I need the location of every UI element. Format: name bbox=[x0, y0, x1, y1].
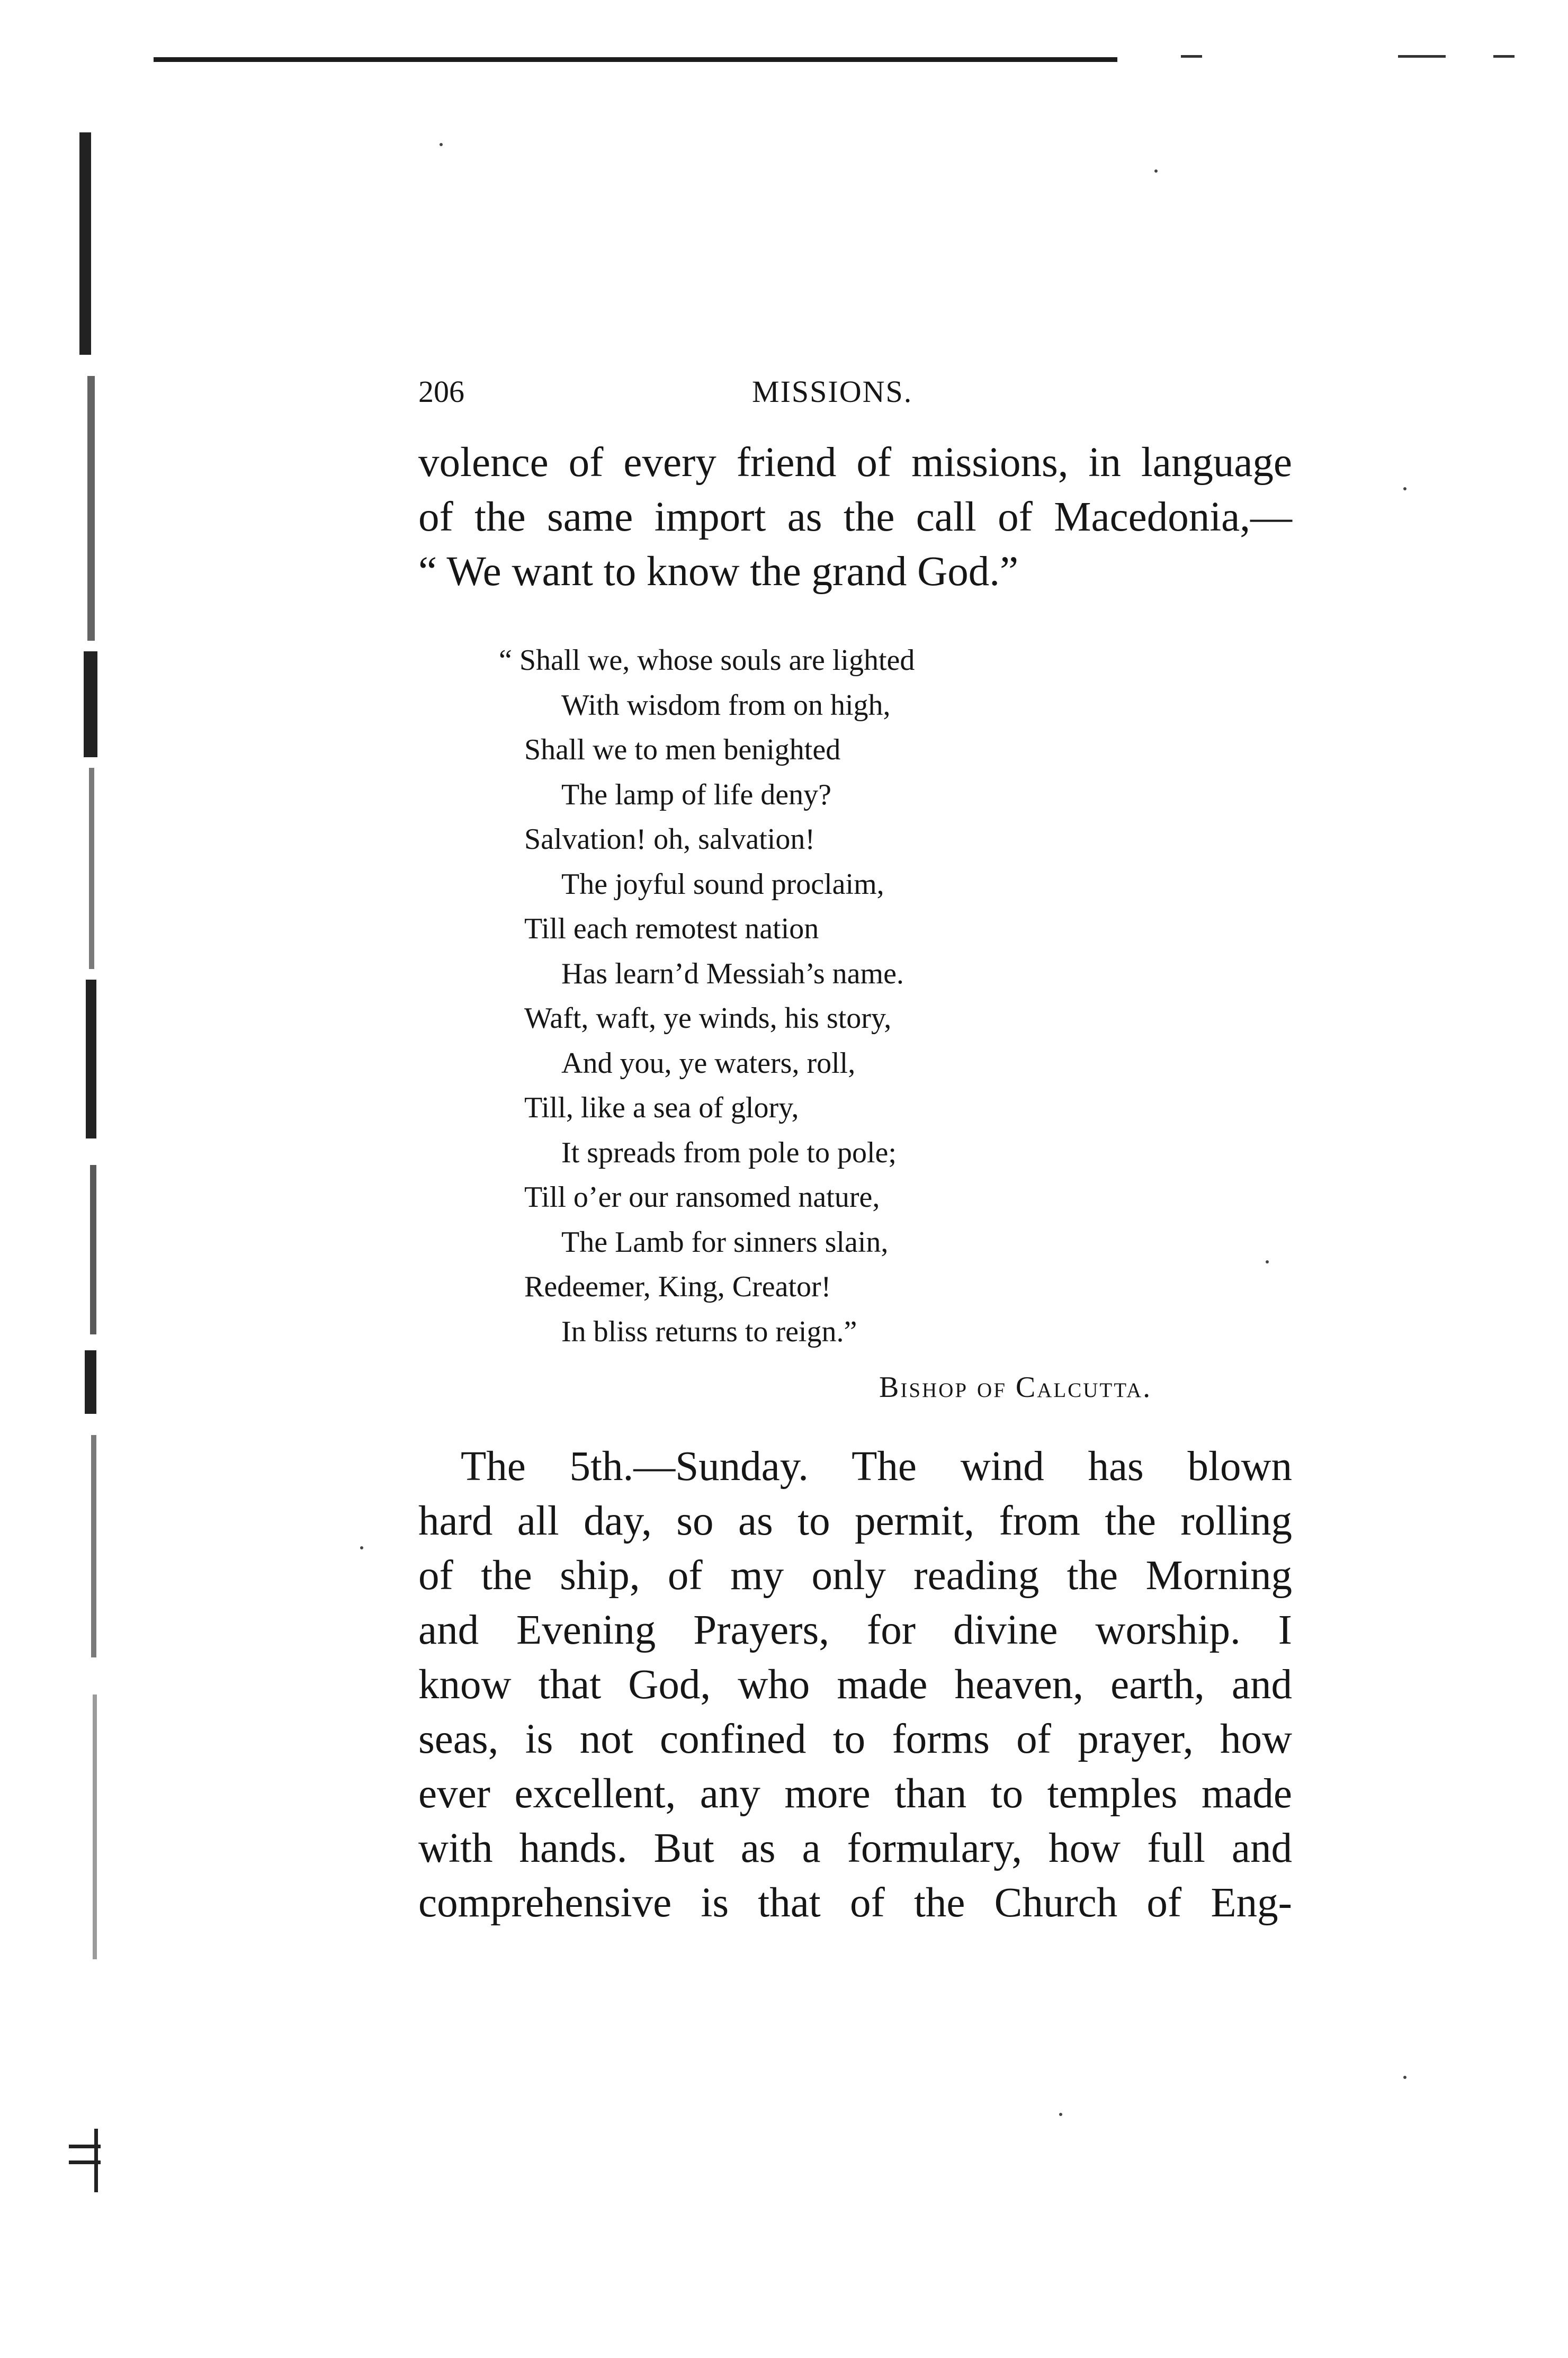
poem-verse: Till each remotest nation bbox=[524, 912, 819, 945]
poem-block bbox=[499, 638, 1160, 1354]
scan-top-dash bbox=[1398, 55, 1446, 58]
poem-verse: It spreads from pole to pole; bbox=[561, 1136, 897, 1169]
poem-verse: Waft, waft, ye winds, his story, bbox=[524, 1002, 892, 1035]
scan-top-rule bbox=[154, 57, 1117, 62]
poem-verse: The Lamb for sinners slain, bbox=[561, 1225, 889, 1259]
poem-verse: In bliss returns to reign.” bbox=[561, 1315, 857, 1348]
poem-verse: The joyful sound proclaim, bbox=[561, 867, 884, 901]
text-line: hard all day, so as to permit, from the rolling bbox=[418, 1498, 1292, 1544]
text-line: “ We want to know the grand God.” bbox=[418, 549, 1019, 595]
running-head: MISSIONS. bbox=[752, 374, 913, 409]
poem-verse: “ Shall we, whose souls are lighted bbox=[499, 644, 915, 677]
text-line: comprehensive is that of the Church of Eng- bbox=[418, 1880, 1292, 1926]
poem-verse: Till, like a sea of glory, bbox=[524, 1091, 799, 1124]
page-number: 206 bbox=[418, 374, 464, 409]
scan-top-dash bbox=[1493, 55, 1515, 58]
poem-verse: Salvation! oh, salvation! bbox=[524, 823, 816, 856]
text-line: The 5th.—Sunday. The wind has blown bbox=[461, 1444, 1292, 1490]
text-line: know that God, who made heaven, earth, and bbox=[418, 1662, 1292, 1708]
paragraph-sunday bbox=[418, 1439, 1292, 1930]
poem-attribution: Bishop of Calcutta. bbox=[879, 1371, 1152, 1404]
poem-verse: Till o’er our ransomed nature, bbox=[524, 1181, 880, 1214]
text-line: of the same import as the call of Macedonia,— bbox=[418, 494, 1292, 540]
poem-verse: Shall we to men benighted bbox=[524, 733, 841, 766]
text-line: volence of every friend of missions, in language bbox=[418, 440, 1292, 486]
page-header bbox=[418, 371, 1292, 413]
scan-top-dash bbox=[1181, 55, 1202, 58]
text-line: ever excellent, any more than to temples made bbox=[418, 1771, 1292, 1817]
text-line: seas, is not confined to forms of prayer, how bbox=[418, 1716, 1292, 1762]
poem-verse: Has learn’d Messiah’s name. bbox=[561, 957, 904, 990]
text-line: with hands. But as a formulary, how full and bbox=[418, 1825, 1292, 1871]
text-line: and Evening Prayers, for divine worship. I bbox=[418, 1607, 1292, 1653]
text-line: of the ship, of my only reading the Morning bbox=[418, 1553, 1292, 1599]
poem-verse: With wisdom from on high, bbox=[561, 688, 891, 722]
poem-verse: The lamp of life deny? bbox=[561, 778, 832, 811]
poem-verse: Redeemer, King, Creator! bbox=[524, 1270, 831, 1303]
scan-gutter-shadow bbox=[0, 79, 138, 2303]
poem-verse: And you, ye waters, roll, bbox=[561, 1046, 856, 1080]
paragraph-continued bbox=[418, 435, 1292, 599]
